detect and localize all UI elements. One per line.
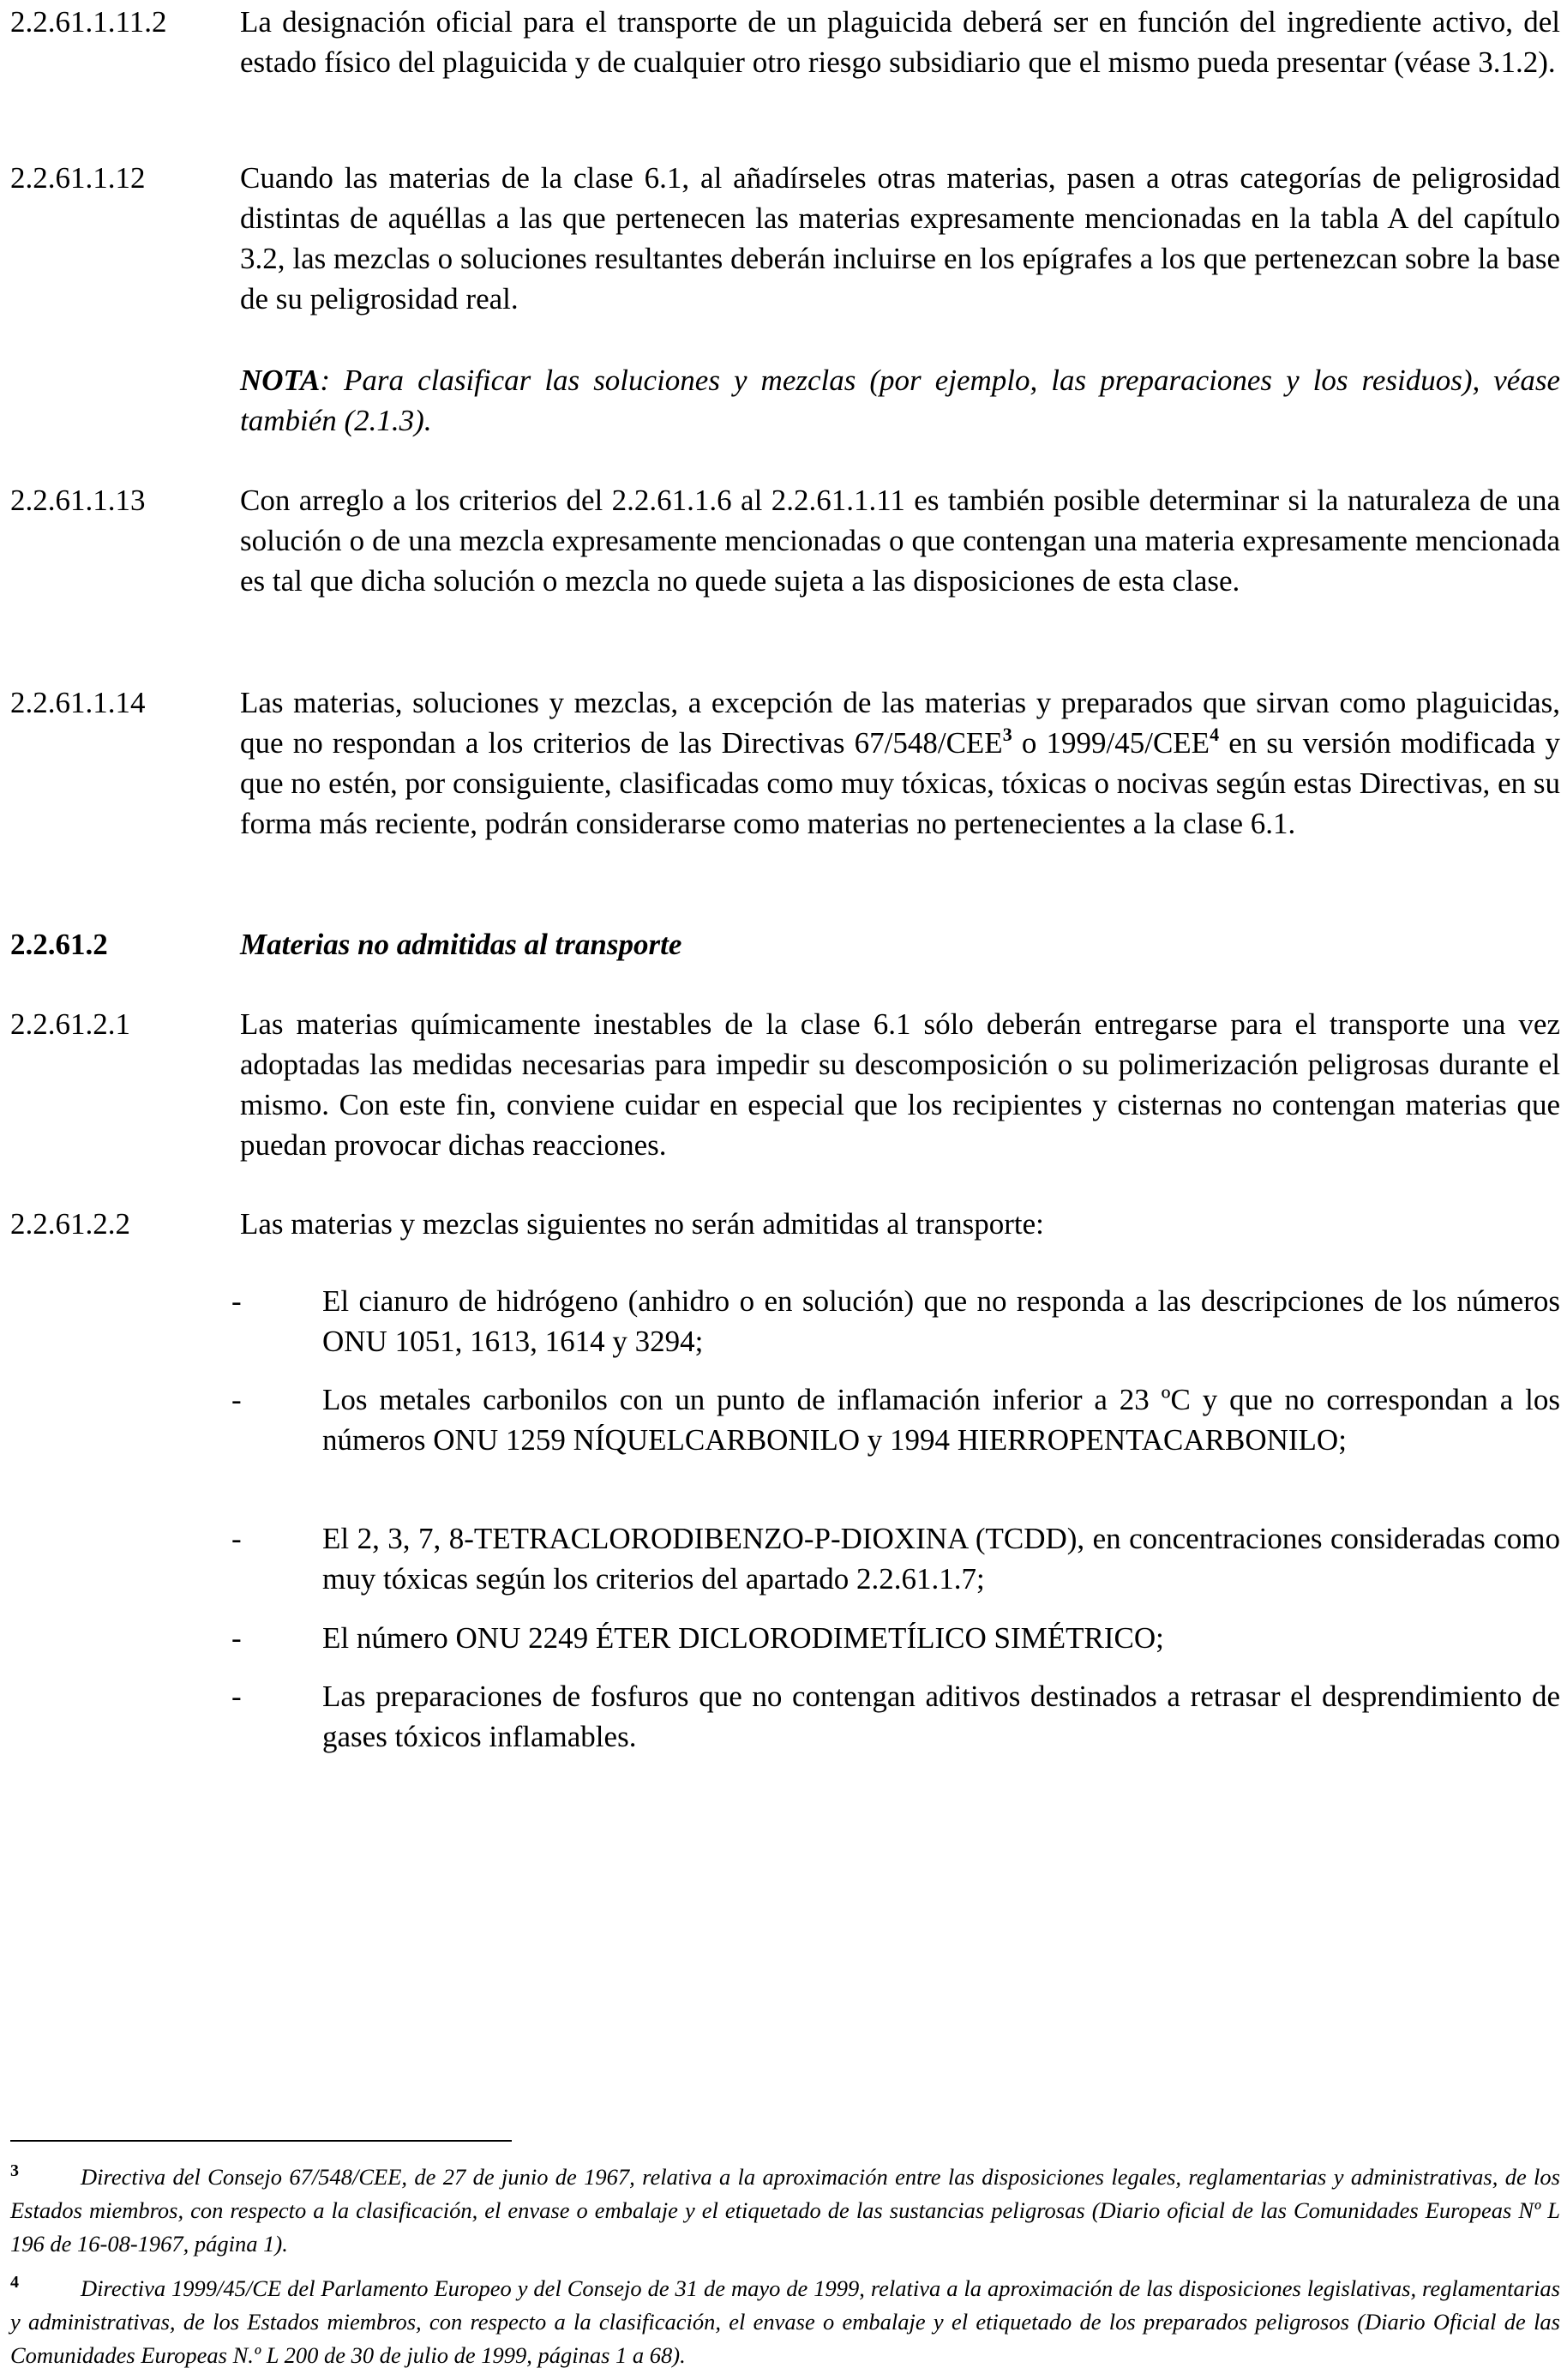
paragraph-text: Las materias y mezclas siguientes no serán admitidas al transporte: xyxy=(240,1207,1044,1241)
note-block xyxy=(10,360,1560,441)
heading-title: Materias no admitidas al transporte xyxy=(240,928,682,961)
list-dash: - xyxy=(231,1383,242,1416)
list-item-text: El 2, 3, 7, 8-TETRACLORODIBENZO-P-DIOXINA (TCDD), en concentraciones consideradas como muy tóxicas según los criterios del apartado 2.2.61.1.7; xyxy=(322,1522,1560,1596)
footnote-separator xyxy=(10,2140,512,2142)
paragraph-text-part: en su versión modificada y que no estén, por consiguiente, clasificadas como muy tóxicas, tóxicas o nocivas según estas Directivas, en su forma más reciente, podrán considerarse como materias no pertenecientes a la clase 6.1. xyxy=(240,726,1560,840)
list-dash: - xyxy=(231,1680,242,1713)
paragraph-number: 2.2.61.1.14 xyxy=(10,686,146,719)
paragraph-2-2-61-1-11-2 xyxy=(10,2,1560,82)
list-item xyxy=(230,1518,1560,1599)
paragraph-text-part: Las materias, soluciones y mezclas, a excepción de las materias y preparados que sirvan como plaguicidas, que no respondan a los criterios de las Directivas 67/548/CEE xyxy=(240,686,1560,760)
paragraph-text: Las materias químicamente inestables de la clase 6.1 sólo deberán entregarse para el transporte una vez adoptadas las medidas necesarias para impedir su descomposición o su polimerización peligrosas durante el mismo. Con este fin, conviene cuidar en especial que los recipientes y cisternas no contengan materias que puedan provocar dichas reacciones. xyxy=(240,1007,1560,1162)
paragraph-number: 2.2.61.1.13 xyxy=(10,484,146,517)
paragraph-2-2-61-1-13 xyxy=(10,480,1560,601)
paragraph-2-2-61-1-14 xyxy=(10,682,1560,844)
paragraph-text xyxy=(240,682,1560,844)
section-heading-2-2-61-2 xyxy=(10,924,1560,965)
paragraph-number: 2.2.61.1.12 xyxy=(10,161,146,195)
note-text: : Para clasificar las soluciones y mezclas (por ejemplo, las preparaciones y los residuos), véase también (2.1.3). xyxy=(240,364,1560,437)
paragraph-number: 2.2.61.1.11.2 xyxy=(10,5,167,39)
paragraph-2-2-61-2-2 xyxy=(10,1204,1560,1244)
list-dash: - xyxy=(231,1284,242,1318)
list-item-text: Los metales carbonilos con un punto de inflamación inferior a 23 ºC y que no correspondan a los números ONU 1259 NÍQUELCARBONILO y 1994 HIERROPENTACARBONILO; xyxy=(322,1383,1560,1457)
paragraph-2-2-61-2-1 xyxy=(10,1004,1560,1165)
paragraph-text: La designación oficial para el transporte de un plaguicida deberá ser en función del ingrediente activo, del estado físico del plaguicida y de cualquier otro riesgo subsidiario que el mismo pueda presentar (véase 3.1.2). xyxy=(240,5,1560,79)
list-item xyxy=(230,1618,1560,1658)
footnote-text: Directiva 1999/45/CE del Parlamento Europeo y del Consejo de 31 de mayo de 1999, relativa a la aproximación de las disposiciones legislativas, reglamentarias y administrativas, de los Estados miembros, con respecto a la clasificación, el envase o embalaje y el etiquetado de los preparados peligrosos (Diario Oficial de las Comunidades Europeas N.º L 200 de 30 de julio de 1999, páginas 1 a 68). xyxy=(10,2275,1560,2368)
footnote-mark: 3 xyxy=(10,2161,19,2180)
list-item xyxy=(230,1379,1560,1460)
list-item-text: El cianuro de hidrógeno (anhidro o en solución) que no responda a las descripciones de los números ONU 1051, 1613, 1614 y 3294; xyxy=(322,1284,1560,1358)
footnote-text: Directiva del Consejo 67/548/CEE, de 27 de junio de 1967, relativa a la aproximación entre las disposiciones legales, reglamentarias y administrativas, de los Estados miembros, con respecto a la clasificación, el envase o embalaje y el etiquetado de las sustancias peligrosas (Diario oficial de las Comunidades Europeas Nº L 196 de 16-08-1967, página 1). xyxy=(10,2164,1560,2257)
heading-number: 2.2.61.2 xyxy=(10,928,108,961)
footnote-ref-4: 4 xyxy=(1210,724,1220,745)
paragraph-number: 2.2.61.2.1 xyxy=(10,1007,130,1041)
footnote-4 xyxy=(10,2272,1560,2372)
footnote-3 xyxy=(10,2161,1560,2261)
list-item-text: El número ONU 2249 ÉTER DICLORODIMETÍLICO SIMÉTRICO; xyxy=(322,1621,1164,1655)
paragraph-text: Con arreglo a los criterios del 2.2.61.1.6 al 2.2.61.1.11 es también posible determinar si la naturaleza de una solución o de una mezcla expresamente mencionadas o que contengan una materia expresamente mencionada es tal que dicha solución o mezcla no quede sujeta a las disposiciones de esta clase. xyxy=(240,484,1560,598)
list-dash: - xyxy=(231,1522,242,1555)
footnote-mark: 4 xyxy=(10,2273,19,2292)
paragraph-text-part: o 1999/45/CEE xyxy=(1012,726,1210,760)
paragraph-2-2-61-1-12 xyxy=(10,158,1560,319)
list-item xyxy=(230,1281,1560,1361)
paragraph-text: Cuando las materias de la clase 6.1, al añadírseles otras materias, pasen a otras categorías de peligrosidad distintas de aquéllas a las que pertenecen las materias expresamente mencionadas en la tabla A del capítulo 3.2, las mezclas o soluciones resultantes deberán incluirse en los epígrafes a los que pertenezcan sobre la base de su peligrosidad real. xyxy=(240,161,1560,316)
list-item xyxy=(230,1676,1560,1757)
list-dash: - xyxy=(231,1621,242,1655)
note-label: NOTA xyxy=(240,364,321,397)
list-item-text: Las preparaciones de fosfuros que no contengan aditivos destinados a retrasar el desprendimiento de gases tóxicos inflamables. xyxy=(322,1680,1560,1753)
footnote-ref-3: 3 xyxy=(1002,724,1012,745)
note xyxy=(240,360,1560,441)
paragraph-number: 2.2.61.2.2 xyxy=(10,1207,130,1241)
